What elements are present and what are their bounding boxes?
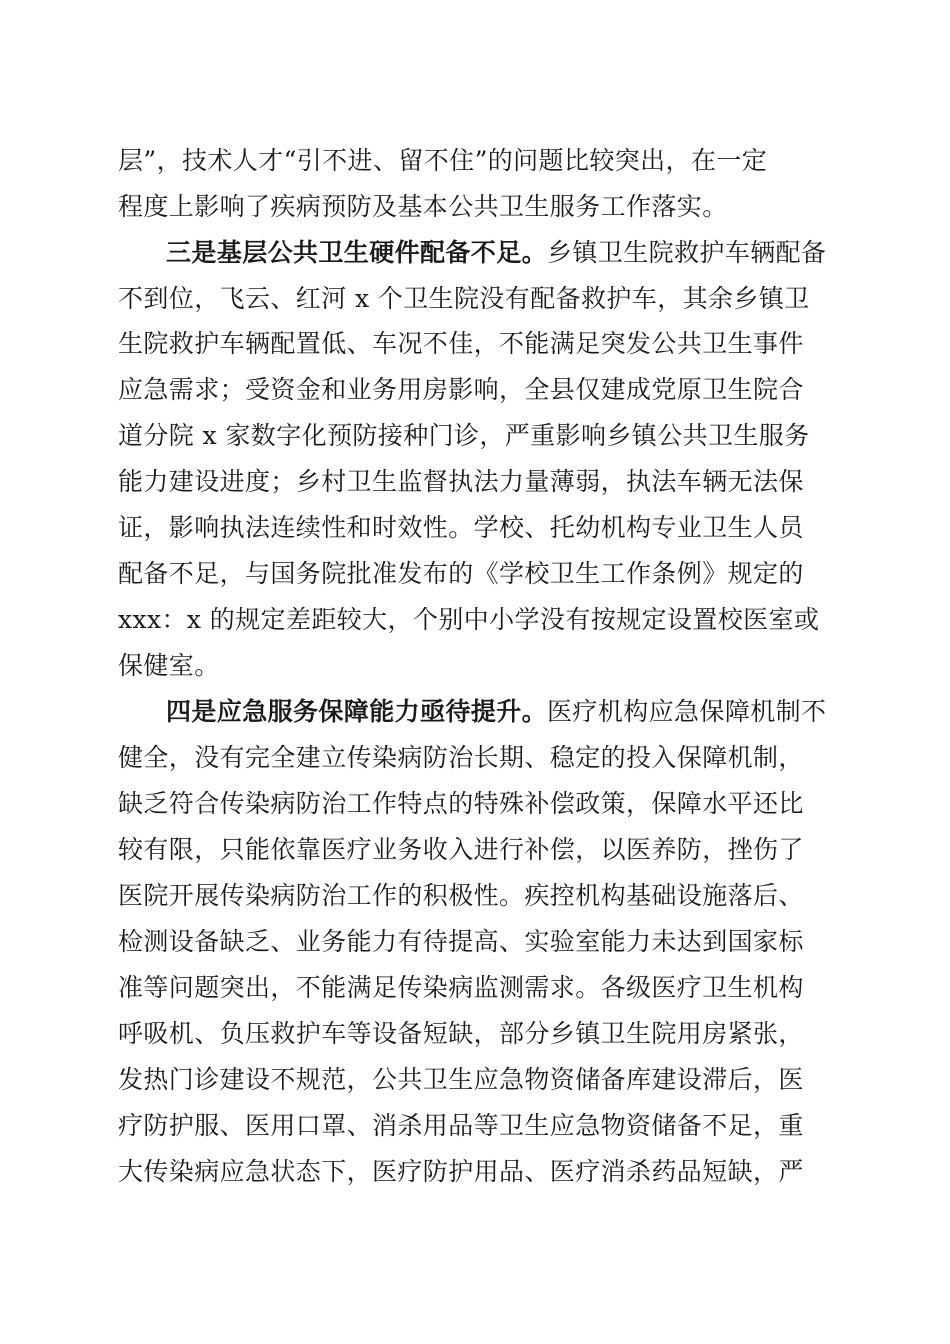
- paragraph-3-line-11: 大传染病应急状态下，医疗防护用品、医疗消杀药品短缺，严: [118, 1157, 804, 1186]
- paragraph-3-line-5: 医院开展传染病防治工作的积极性。疾控机构基础设施落后、: [118, 881, 804, 910]
- paragraph-3-line-2: 健全，没有完全建立传染病防治长期、稳定的投入保障机制，: [118, 743, 804, 772]
- paragraph-2-line-3: 生院救护车辆配置低、车况不佳，不能满足突发公共卫生事件: [118, 329, 804, 358]
- paragraph-2-line-7: 证，影响执法连续性和时效性。学校、托幼机构专业卫生人员: [118, 513, 804, 542]
- paragraph-3-line-7: 准等问题突出，不能满足传染病监测需求。各级医疗卫生机构: [118, 973, 804, 1002]
- paragraph-2-lead: 三是基层公共卫生硬件配备不足。: [166, 238, 548, 267]
- paragraph-2-first-line: [166, 238, 826, 268]
- paragraph-2-line-9: xxx：x 的规定差距较大，个别中小学没有按规定设置校医室或: [118, 605, 820, 634]
- paragraph-2-line-6: 能力建设进度；乡村卫生监督执法力量薄弱，执法车辆无法保: [118, 467, 804, 496]
- paragraph-2-line-10: 保健室。: [118, 651, 220, 680]
- paragraph-3-line-3: 缺乏符合传染病防治工作特点的特殊补偿政策，保障水平还比: [118, 789, 804, 818]
- paragraph-2-line-5: 道分院 x 家数字化预防接种门诊，严重影响乡镇公共卫生服务: [118, 421, 810, 450]
- paragraph-2-first-rest: 乡镇卫生院救护车辆配备: [547, 238, 827, 267]
- paragraph-3-line-4: 较有限，只能依靠医疗业务收入进行补偿，以医养防，挫伤了: [118, 835, 804, 864]
- paragraph-2-line-2: 不到位，飞云、红河 x 个卫生院没有配备救护车，其余乡镇卫: [118, 284, 810, 313]
- paragraph-1-line-1: 层”，技术人才“引不进、留不住”的问题比较突出，在一定: [118, 146, 768, 175]
- paragraph-3-first-line: [166, 697, 826, 727]
- paragraph-3-first-rest: 医疗机构应急保障机制不: [547, 697, 827, 726]
- paragraph-1-line-2: 程度上影响了疾病预防及基本公共卫生服务工作落实。: [118, 192, 728, 221]
- paragraph-3-line-10: 疗防护服、医用口罩、消杀用品等卫生应急物资储备不足，重: [118, 1111, 804, 1140]
- paragraph-2-line-8: 配备不足，与国务院批准发布的《学校卫生工作条例》规定的: [118, 559, 804, 588]
- paragraph-3-line-6: 检测设备缺乏、业务能力有待提高、实验室能力未达到国家标: [118, 927, 804, 956]
- paragraph-3-line-8: 呼吸机、负压救护车等设备短缺，部分乡镇卫生院用房紧张，: [118, 1019, 804, 1048]
- paragraph-3-line-9: 发热门诊建设不规范，公共卫生应急物资储备库建设滞后，医: [118, 1065, 804, 1094]
- paragraph-2-line-4: 应急需求；受资金和业务用房影响，全县仅建成党原卫生院合: [118, 375, 804, 404]
- paragraph-3-lead: 四是应急服务保障能力亟待提升。: [166, 697, 548, 726]
